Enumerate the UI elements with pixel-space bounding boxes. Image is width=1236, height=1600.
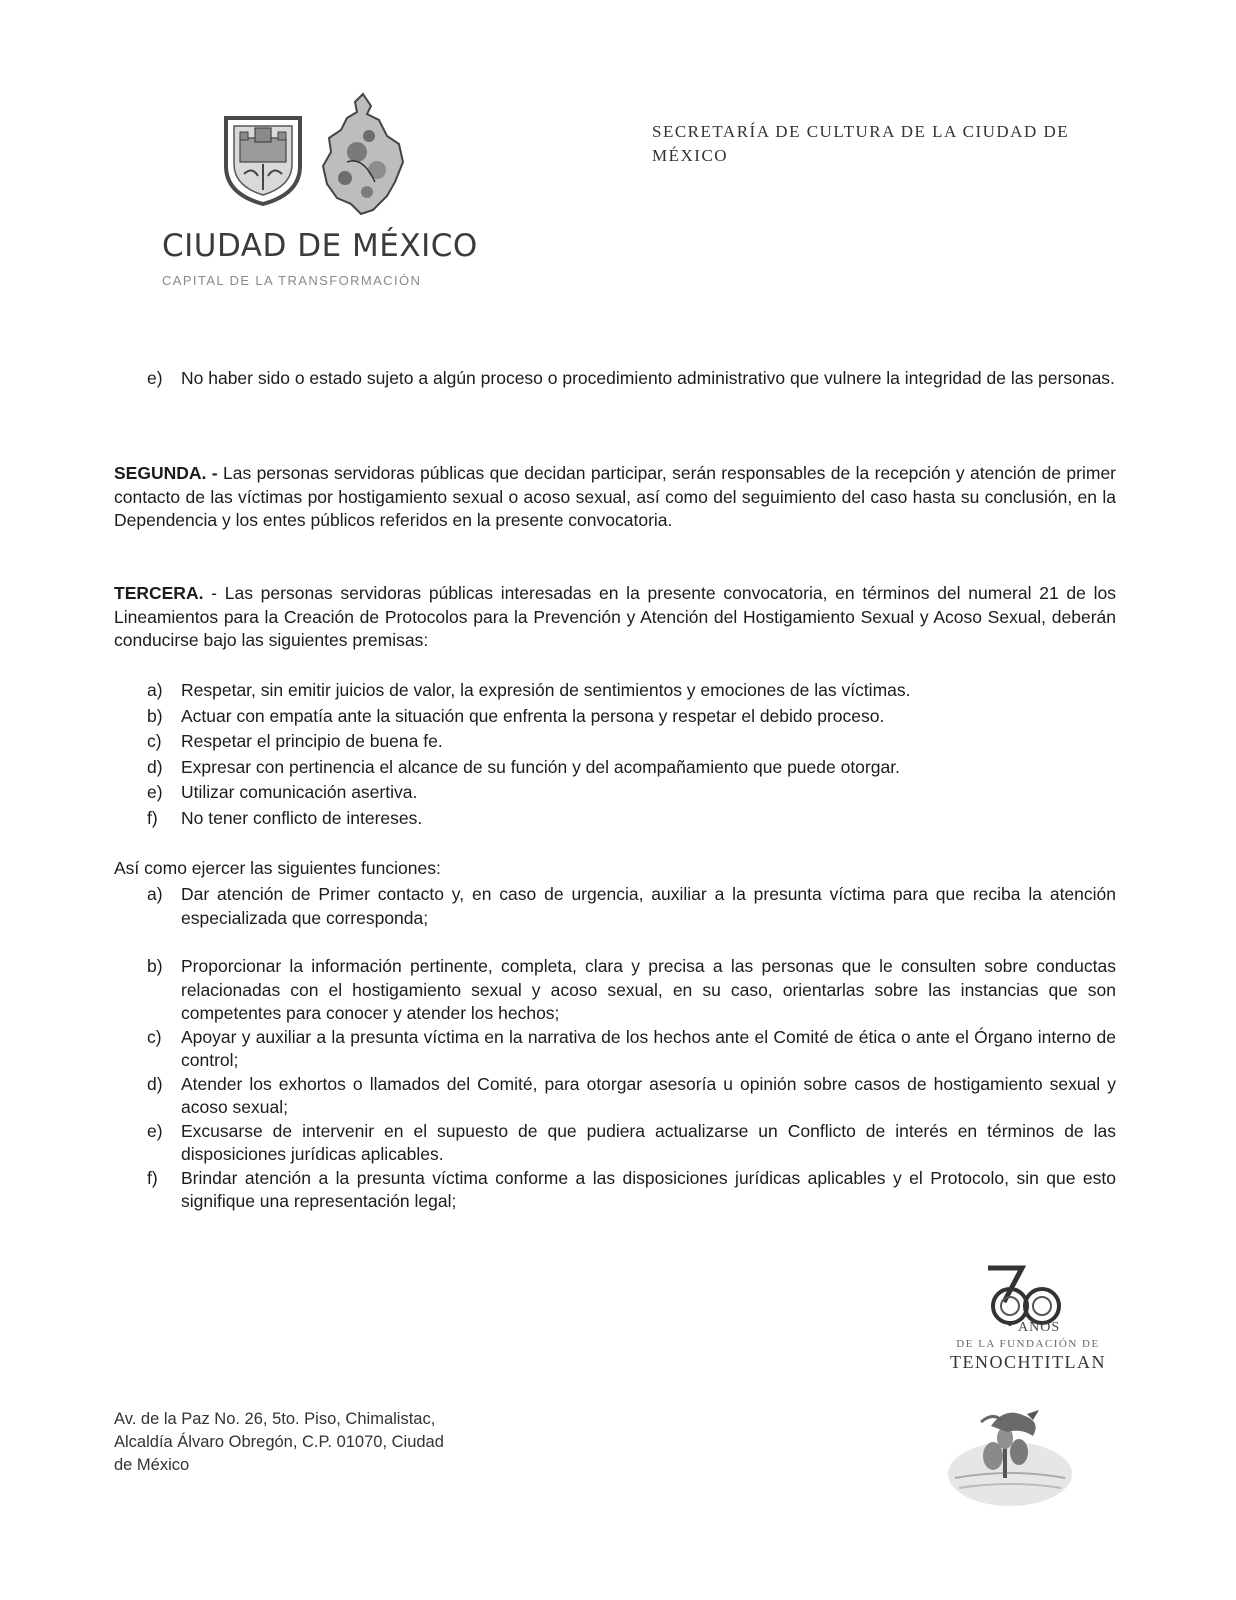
anniversary-logo [930, 1262, 1120, 1382]
list-text: Actuar con empatía ante la situación que enfrenta la persona y respetar el debido proceso. [181, 705, 885, 726]
intro-item [114, 367, 1116, 391]
list-item [114, 780, 1116, 806]
list-marker: e) [147, 1120, 163, 1141]
list-item [114, 883, 1116, 930]
cdmx-coat-of-arms-icon [222, 114, 304, 206]
list-marker: a) [147, 884, 163, 904]
list-item [114, 1120, 1116, 1167]
city-name: CIUDAD DE MÉXICO [162, 228, 478, 264]
list-marker: b) [147, 705, 163, 726]
anniversary-line-3: TENOCHTITLAN [950, 1352, 1106, 1372]
list-marker: a) [147, 680, 163, 700]
anniversary-anos: AÑOS [1018, 1320, 1061, 1335]
list-marker: d) [147, 1073, 163, 1094]
list-item [114, 1073, 1116, 1120]
list-text: No tener conflicto de intereses. [181, 807, 423, 828]
list-marker: c) [147, 1026, 162, 1047]
secretaria-line-1: SECRETARÍA DE CULTURA DE LA CIUDAD DE [652, 122, 1070, 141]
tercera-paragraph [114, 582, 1116, 653]
tenochtitlan-emblem-icon [945, 1392, 1075, 1512]
list-marker: d) [147, 756, 163, 777]
list-item [114, 678, 1116, 704]
list-text: Apoyar y auxiliar a la presunta víctima en la narrativa de los hechos ante el Comité de ética o ante el Órgano interno de control; [181, 1026, 1116, 1070]
tercera-text: - Las personas servidoras públicas interesadas en la presente convocatoria, en términos del numeral 21 de los Lineamientos para la Creación de Protocolos para la Prevención y Atención del Hostigamiento Sexual y Acoso Sexual, deberán conducirse bajo las siguientes premisas: [114, 583, 1116, 650]
anniversary-line-2: DE LA FUNDACIÓN DE [956, 1338, 1100, 1350]
list-marker: f) [147, 807, 158, 828]
secretaria-heading [652, 120, 1092, 168]
list-item [114, 367, 1116, 391]
list-text: Brindar atención a la presunta víctima conforme a las disposiciones jurídicas aplicables y el Protocolo, sin que esto signifique una representación legal; [181, 1167, 1116, 1211]
list-text: Respetar el principio de buena fe. [181, 731, 443, 751]
cdmx-map-icon [317, 92, 412, 217]
segunda-paragraph [114, 462, 1116, 533]
segunda-text: Las personas servidoras públicas que decidan participar, serán responsables de la recepción y atención de primer contacto de las víctimas por hostigamiento sexual o acoso sexual, así como del seguimiento del caso hasta su conclusión, en la Dependencia y los entes públicos referidos en la presente convocatoria. [114, 463, 1117, 530]
list-text: No haber sido o estado sujeto a algún proceso o procedimiento administrativo que vulnere la integridad de las personas. [181, 368, 1115, 388]
list-text: Utilizar comunicación asertiva. [181, 782, 418, 802]
premisas-list [114, 678, 1116, 831]
list-text: Atender los exhortos o llamados del Comité, para otorgar asesoría u opinión sobre casos de hostigamiento sexual y acoso sexual; [181, 1073, 1116, 1117]
list-item [114, 1167, 1116, 1214]
list-text: Expresar con pertinencia el alcance de su función y del acompañamiento que puede otorgar. [181, 756, 900, 777]
list-item [114, 755, 1116, 781]
address-line-2: Alcaldía Álvaro Obregón, C.P. 01070, Ciudad [114, 1433, 444, 1451]
list-marker: f) [147, 1167, 158, 1188]
list-item [114, 729, 1116, 755]
list-item [114, 704, 1116, 730]
tercera-label: TERCERA. [114, 583, 204, 603]
list-text: Respetar, sin emitir juicios de valor, la expresión de sentimientos y emociones de las víctimas. [181, 680, 911, 700]
list-item [114, 1026, 1116, 1073]
list-text: Excusarse de intervenir en el supuesto de que pudiera actualizarse un Conflicto de interés en términos de las disposiciones jurídicas aplicables. [181, 1120, 1116, 1164]
segunda-label: SEGUNDA. - [114, 463, 218, 483]
list-marker: b) [147, 956, 163, 976]
list-marker: c) [147, 731, 162, 751]
list-text: Proporcionar la información pertinente, completa, clara y precisa a las personas que le consulten sobre conductas relacionadas con el hostigamiento sexual y acoso sexual, en su caso, orientarlas sobre las instancias que son competentes para conocer y atender los hechos; [181, 956, 1116, 1023]
funciones-intro: Así como ejercer las siguientes funciones: [114, 858, 441, 878]
footer-address [114, 1408, 514, 1477]
list-marker: e) [147, 368, 163, 388]
list-item [114, 955, 1116, 1026]
list-item [114, 806, 1116, 832]
list-text: Dar atención de Primer contacto y, en caso de urgencia, auxiliar a la presunta víctima para que reciba la atención especializada que corresponda; [181, 884, 1116, 928]
secretaria-line-2: MÉXICO [652, 146, 729, 165]
address-line-1: Av. de la Paz No. 26, 5to. Piso, Chimalistac, [114, 1410, 436, 1428]
city-tagline: CAPITAL DE LA TRANSFORMACIÓN [162, 273, 422, 288]
funciones-list [114, 883, 1116, 1214]
address-line-3: de México [114, 1456, 190, 1474]
list-marker: e) [147, 782, 163, 802]
